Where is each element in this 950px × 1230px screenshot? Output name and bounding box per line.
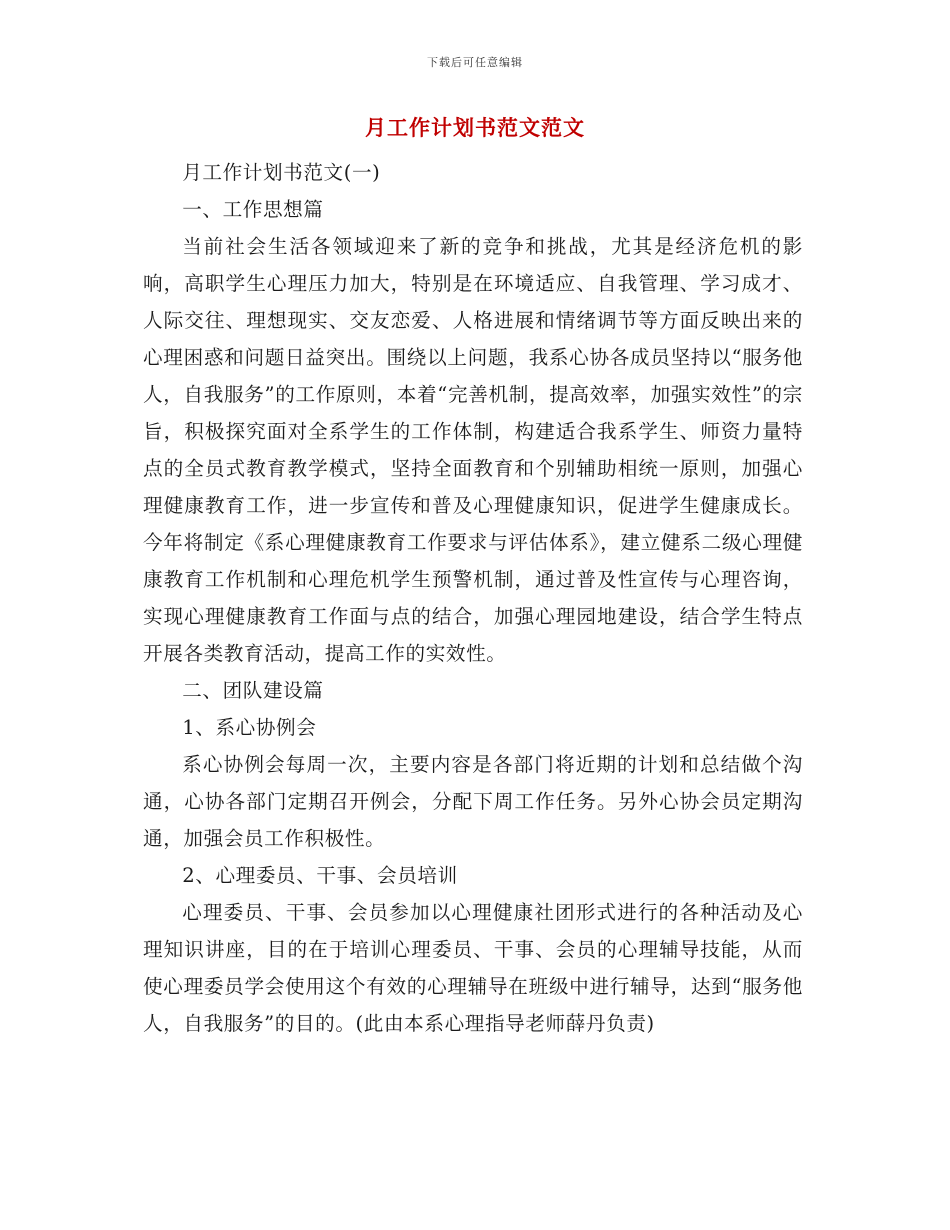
paragraph-text: 心理委员、干事、会员参加以心理健康社团形式进行的各种活动及心理知识讲座，目的在于培训心理委员、干事、会员的心理辅导技能，从而使心理委员学会使用这个有效的心理辅导在班级中进行辅导，达到“服务他人，自我服务”的目的。(此由本系心理指导老师薛丹负责)	[143, 901, 803, 1035]
paragraph-text: 当前社会生活各领域迎来了新的竞争和挑战，尤其是经济危机的影响，高职学生心理压力加大，特别是在环境适应、自我管理、学习成才、人际交往、理想现实、交友恋爱、人格进展和情绪调节等方面反映出来的心理困惑和问题日益突出。围绕以上问题，我系心协各成员坚持以“服务他人，自我服务”的工作原则，本着“完善机制，提高效率，加强实效性”的宗旨，积极探究面对全系学生的工作体制，构建适合我系学生、师资力量特点的全员式教育教学模式，坚持全面教育和个别辅助相统一原则，加强心理健康教育工作，进一步宣传和普及心理健康知识，促进学生健康成长。今年将制定《系心理健康教育工作要求与评估体系》，建立健系二级心理健康教育工作机制和心理危机学生预警机制，通过普及性宣传与心理咨询，实现心理健康教育工作面与点的结合，加强心理园地建设，结合学生特点开展各类教育活动，提高工作的实效性。	[143, 235, 803, 665]
paragraph-subheading: 2、心理委员、干事、会员培训	[182, 864, 458, 887]
paragraph-section-heading: 一、工作思想篇	[182, 198, 324, 221]
paragraph-subtitle: 月工作计划书范文(一)	[182, 161, 381, 184]
paragraph-text: 系心协例会每周一次，主要内容是各部门将近期的计划和总结做个沟通，心协各部门定期召开例会，分配下周工作任务。另外心协会员定期沟通，加强会员工作积极性。	[143, 753, 803, 850]
paragraph-section-heading: 二、团队建设篇	[182, 679, 324, 702]
page-header-note: 下载后可任意编辑	[427, 56, 523, 69]
document-body	[143, 154, 803, 1042]
document-title: 月工作计划书范文范文	[365, 115, 585, 140]
paragraph-subheading: 1、系心协例会	[182, 716, 317, 739]
